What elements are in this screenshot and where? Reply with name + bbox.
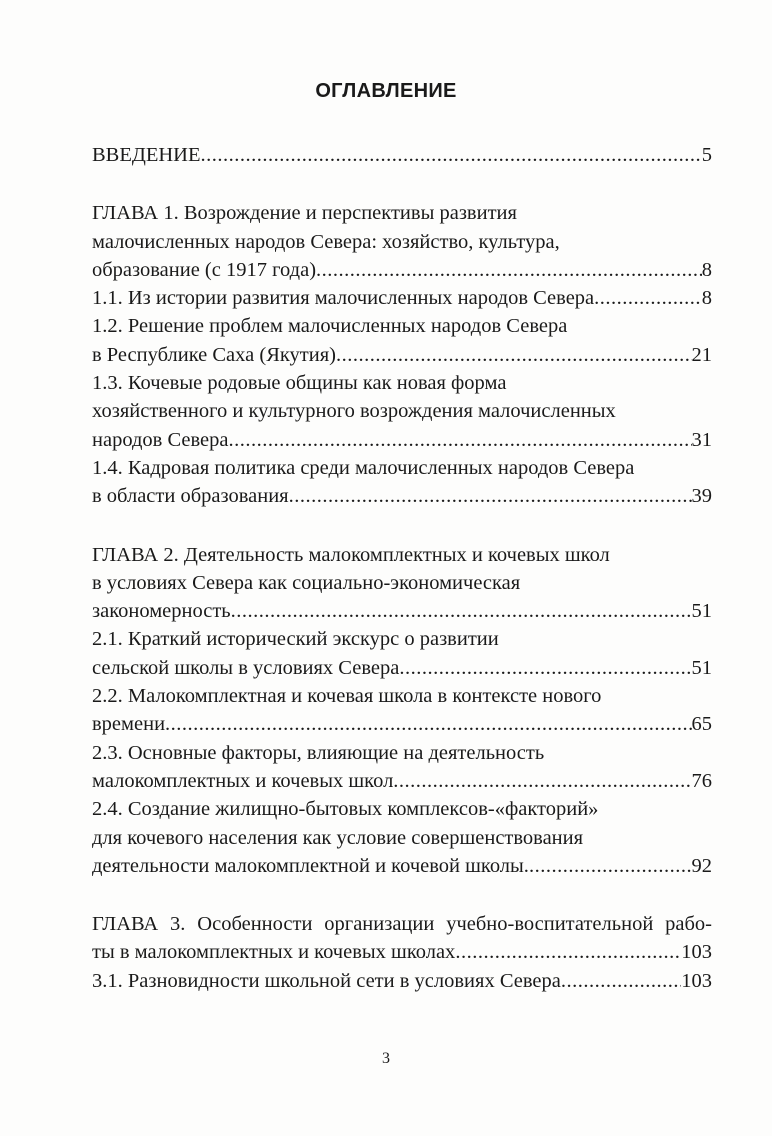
toc-entry-line: [92, 682, 712, 710]
toc-entry-text: 3.1. Разновидности школьной сети в условиях Севера: [92, 969, 561, 992]
dot-leader: [165, 710, 691, 738]
toc-entry-line: [92, 710, 712, 738]
toc-entry-text: деятельности малокомплектной и кочевой школы.: [92, 854, 529, 877]
toc-entry-text: 1.4. Кадровая политика среди малочисленных народов Севера: [92, 456, 635, 479]
toc-entry-line: [92, 199, 712, 227]
toc-entry[interactable]: [92, 454, 712, 511]
toc-entry[interactable]: [92, 625, 712, 682]
toc-entry-text: 1.2. Решение проблем малочисленных народов Севера: [92, 315, 568, 338]
toc-entry-text: сельской школы в условиях Севера: [92, 656, 400, 679]
toc-page-number: 31: [691, 428, 712, 451]
dot-leader: [594, 284, 702, 312]
toc-page-number: 103: [681, 969, 712, 992]
toc-entry-text: 2.2. Малокомплектная и кочевая школа в контексте нового: [92, 685, 602, 708]
toc-entry[interactable]: [92, 312, 712, 369]
toc-page-number: 76: [691, 769, 712, 792]
toc-entry-text: 2.4. Создание жилищно-бытовых комплексов-«факторий»: [92, 798, 599, 821]
toc-entry-text: в условиях Севера как социально-экономическая: [92, 571, 521, 594]
toc-entry-line: [92, 284, 712, 312]
toc-entry-text: ВВЕДЕНИЕ: [92, 144, 201, 166]
toc-entry-text: хозяйственного и культурного возрождения малочисленных: [92, 400, 616, 423]
toc-entry-line: [92, 967, 712, 995]
toc-entry-text: малокомплектных и кочевых школ: [92, 769, 394, 792]
page-number: 3: [382, 1050, 390, 1067]
toc-entry-text: времени: [92, 713, 166, 736]
toc-entry-line: [92, 910, 712, 938]
toc-entry-line: [92, 141, 712, 169]
toc-entry[interactable]: [92, 682, 712, 739]
toc-entry-line: [92, 938, 712, 966]
dot-leader: [231, 597, 692, 625]
toc-entry-text: в Республике Саха (Якутия): [92, 343, 336, 366]
toc-page-number: 103: [681, 941, 712, 964]
toc-section: [92, 141, 712, 169]
toc-entry[interactable]: [92, 541, 712, 626]
toc-section: [92, 910, 712, 995]
page-title: ОГЛАВЛЕНИЕ: [315, 80, 457, 102]
dot-leader: [201, 141, 702, 169]
toc-entry-line: [92, 454, 712, 482]
toc-entry-text: ГЛАВА 2. Деятельность малокомплектных и кочевых школ: [92, 543, 610, 566]
toc-page-number: 21: [691, 343, 712, 366]
toc-entry-text: в области образования: [92, 485, 289, 508]
toc-page-number: 51: [691, 600, 712, 623]
toc-entry-text: народов Севера: [92, 428, 229, 451]
dot-leader: [336, 341, 692, 369]
toc-page-number: 51: [691, 656, 712, 679]
toc-entry[interactable]: [92, 795, 712, 880]
table-of-contents: [92, 141, 712, 1025]
toc-entry-line: [92, 426, 712, 454]
toc-entry[interactable]: [92, 739, 712, 796]
toc-entry-line: [92, 852, 712, 880]
dot-leader: [561, 967, 681, 995]
toc-entry-line: [92, 312, 712, 340]
toc-entry-line: [92, 256, 712, 284]
toc-entry-line: [92, 482, 712, 510]
toc-entry-line: [92, 228, 712, 256]
toc-section: [92, 199, 712, 510]
toc-entry-line: [92, 767, 712, 795]
dot-leader: [529, 852, 692, 880]
toc-entry[interactable]: [92, 141, 712, 169]
toc-entry-line: [92, 369, 712, 397]
toc-entry[interactable]: [92, 369, 712, 454]
toc-entry-text: ГЛАВА 1. Возрождение и перспективы развития: [92, 202, 517, 225]
toc-entry-line: [92, 625, 712, 653]
toc-entry[interactable]: [92, 284, 712, 312]
toc-page-number: 39: [691, 485, 712, 508]
toc-page-number: 65: [691, 713, 712, 736]
dot-leader: [393, 767, 691, 795]
toc-entry-line: [92, 341, 712, 369]
toc-entry-text: для кочевого населения как условие совершенствования: [92, 826, 584, 849]
dot-leader: [316, 256, 702, 284]
dot-leader: [229, 426, 692, 454]
toc-page-number: 8: [701, 287, 712, 310]
dot-leader: [455, 938, 681, 966]
toc-entry[interactable]: [92, 910, 712, 967]
toc-section: [92, 541, 712, 881]
toc-entry-line: [92, 739, 712, 767]
toc-page-number: 8: [701, 258, 712, 281]
toc-entry[interactable]: [92, 199, 712, 284]
toc-entry-text: образование (с 1917 года): [92, 258, 317, 281]
toc-entry-text: малочисленных народов Севера: хозяйство, культура,: [92, 230, 560, 253]
toc-entry-text: 1.1. Из истории развития малочисленных народов Севера: [92, 287, 595, 310]
toc-entry-line: [92, 397, 712, 425]
toc-entry-text: 1.3. Кочевые родовые общины как новая форма: [92, 372, 507, 395]
toc-entry-line: [92, 824, 712, 852]
toc-entry-line: [92, 795, 712, 823]
toc-entry-text: ты в малокомплектных и кочевых школах: [92, 941, 456, 964]
toc-entry-line: [92, 597, 712, 625]
toc-entry-line: [92, 654, 712, 682]
toc-entry-line: [92, 541, 712, 569]
toc-entry-text: закономерность: [92, 600, 231, 623]
toc-entry[interactable]: [92, 967, 712, 995]
dot-leader: [289, 482, 692, 510]
toc-page-number: 92: [691, 854, 712, 877]
toc-entry-text: 2.1. Краткий исторический экскурс о развитии: [92, 628, 499, 651]
toc-entry-text: 2.3. Основные факторы, влияющие на деятельность: [92, 741, 545, 764]
toc-entry-line: [92, 569, 712, 597]
dot-leader: [399, 654, 691, 682]
toc-entry-text: ГЛАВА 3. Особенности организации учебно-воспитательной рабо-: [92, 913, 712, 936]
toc-page-number: 5: [701, 144, 712, 166]
